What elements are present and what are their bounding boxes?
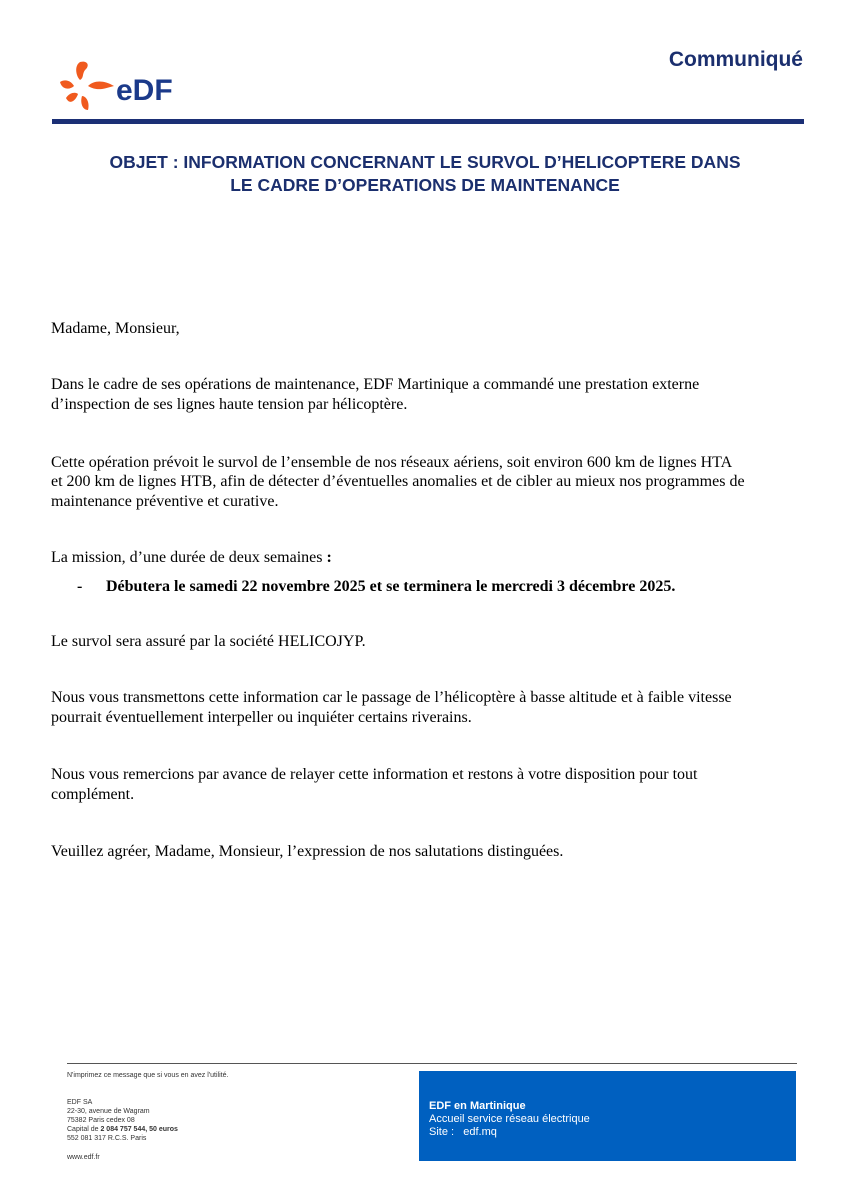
header-divider (52, 119, 804, 124)
print-notice: N'imprimez ce message que si vous en avez l'utilité. (67, 1072, 229, 1079)
contact-site[interactable]: Site : edf.mq (429, 1126, 497, 1138)
mission-text: La mission, d’une durée de deux semaines (51, 549, 323, 566)
paragraph-2: et 200 km de lignes HTB, afin de détecter d’éventuelles anomalies et de cibler au mieux nos programmes de (51, 473, 745, 490)
mission-intro (51, 548, 332, 568)
edf-logo (58, 58, 188, 114)
website-link[interactable]: www.edf.fr (67, 1154, 100, 1161)
paragraph-3: Le survol sera assuré par la société HELICOJYP. (51, 633, 366, 650)
footer-divider (67, 1063, 797, 1064)
contact-service: Accueil service réseau électrique (429, 1113, 590, 1125)
paragraph-5: complément. (51, 786, 135, 803)
contact-box (419, 1071, 796, 1161)
mission-dates: Débutera le samedi 22 novembre 2025 et se terminera le mercredi 3 décembre 2025. (106, 578, 676, 595)
paragraph-1: Dans le cadre de ses opérations de maintenance, EDF Martinique a commandé une prestation externe (51, 376, 700, 393)
mission-colon: : (322, 549, 332, 566)
capital-label: Capital de (67, 1126, 101, 1133)
company-city: 75382 Paris cedex 08 (67, 1117, 135, 1124)
bullet-dash: - (77, 578, 83, 595)
paragraph-4: pourrait éventuellement interpeller ou inquiéter certains riverains. (51, 709, 472, 726)
paragraph-4: Nous vous transmettons cette information car le passage de l’hélicoptère à basse altitude et à faible vitesse (51, 689, 732, 706)
title-line: LE CADRE D’OPERATIONS DE MAINTENANCE (230, 175, 620, 195)
subject-title (40, 151, 810, 197)
paragraph-1: d’inspection de ses lignes haute tension par hélicoptère. (51, 396, 408, 413)
document-type: Communiqué (668, 48, 803, 71)
title-line: OBJET : INFORMATION CONCERNANT LE SURVOL D’HELICOPTERE DANS (109, 152, 741, 172)
company-name: EDF SA (67, 1099, 93, 1106)
greeting: Madame, Monsieur, (51, 320, 180, 337)
company-capital (67, 1125, 178, 1134)
company-address: 22-30, avenue de Wagram (67, 1108, 150, 1115)
closing: Veuillez agréer, Madame, Monsieur, l’expression de nos salutations distinguées. (51, 843, 564, 860)
capital-value: 2 084 757 544, 50 euros (100, 1126, 178, 1133)
company-rcs: 552 081 317 R.C.S. Paris (67, 1135, 147, 1142)
contact-title: EDF en Martinique (429, 1100, 526, 1112)
paragraph-5: Nous vous remercions par avance de relayer cette information et restons à votre disposition pour tout (51, 766, 698, 783)
svg-text:eDF: eDF (116, 74, 173, 107)
paragraph-2: Cette opération prévoit le survol de l’ensemble de nos réseaux aériens, soit environ 600 km de lignes HTA (51, 454, 733, 471)
paragraph-2: maintenance préventive et curative. (51, 493, 279, 510)
